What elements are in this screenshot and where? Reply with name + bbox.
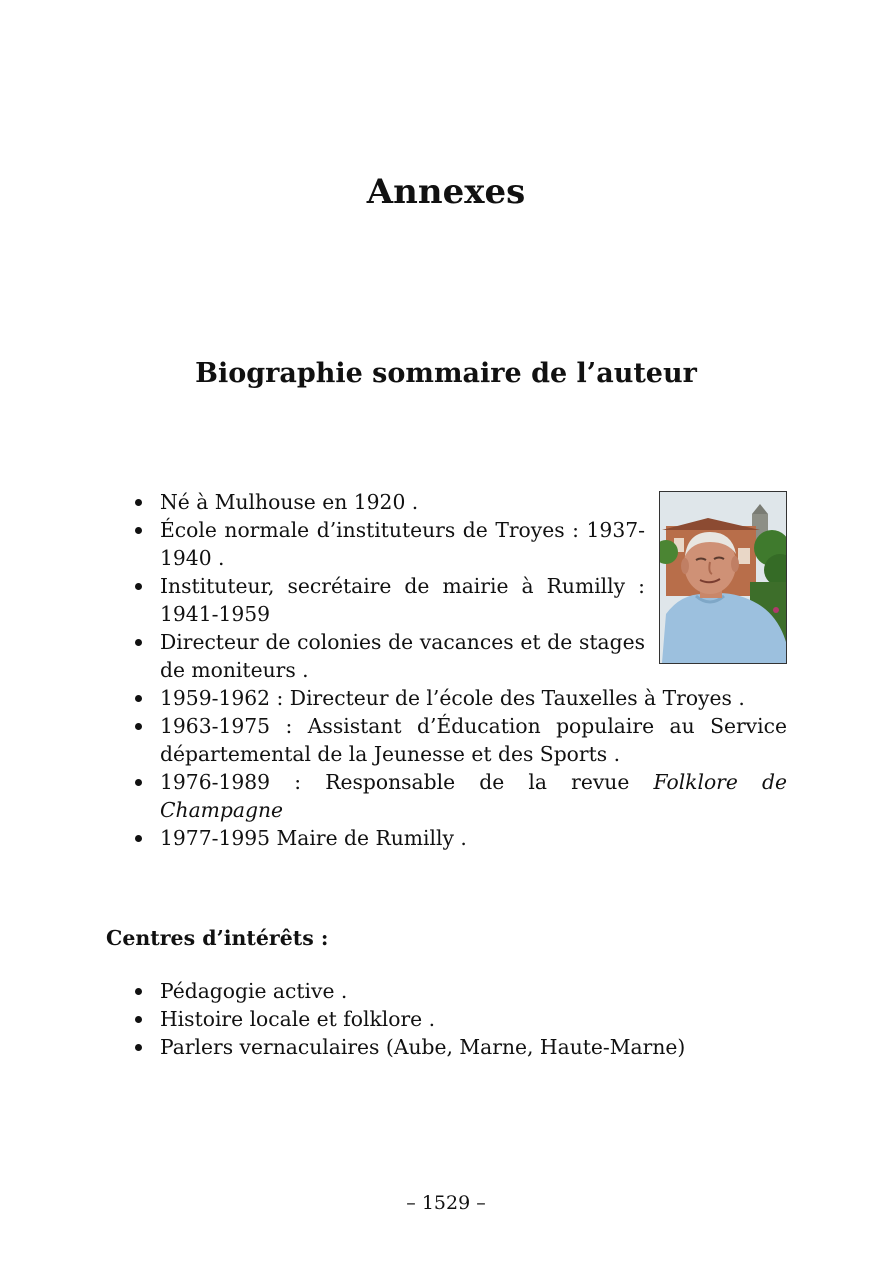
interests-section [106,977,787,1061]
interests-heading: Centres d’intérêts : [106,926,329,950]
interests-list [106,977,787,1061]
biography-section [106,488,787,852]
list-item: École normale d’instituteurs de Troyes : 1937-1940 . [160,516,787,572]
section-title: Biographie sommaire de l’auteur [195,358,697,389]
list-item: 1959-1962 : Directeur de l’école des Tauxelles à Troyes . [160,684,787,712]
list-item: Parlers vernaculaires (Aube, Marne, Haute-Marne) [160,1033,787,1061]
biography-list [106,488,787,852]
list-item: Instituteur, secrétaire de mairie à Rumilly : 1941-1959 [160,572,787,628]
list-item: Pédagogie active . [160,977,787,1005]
journal-title: Folklore de Champagne [160,770,787,822]
list-item: Directeur de colonies de vacances et de stages de moniteurs . [160,628,787,684]
page-number: – 1529 – [406,1192,486,1214]
list-item: 1963-1975 : Assistant d’Éducation populaire au Service départemental de la Jeunesse et des Sports . [160,714,787,766]
page-title: Annexes [366,172,526,212]
list-item: Né à Mulhouse en 1920 . [160,488,787,516]
list-item: 1976-1989 : Responsable de la revue Folklore de Champagne [160,770,787,822]
list-item: 1977-1995 Maire de Rumilly . [160,824,787,852]
list-item: Histoire locale et folklore . [160,1005,787,1033]
